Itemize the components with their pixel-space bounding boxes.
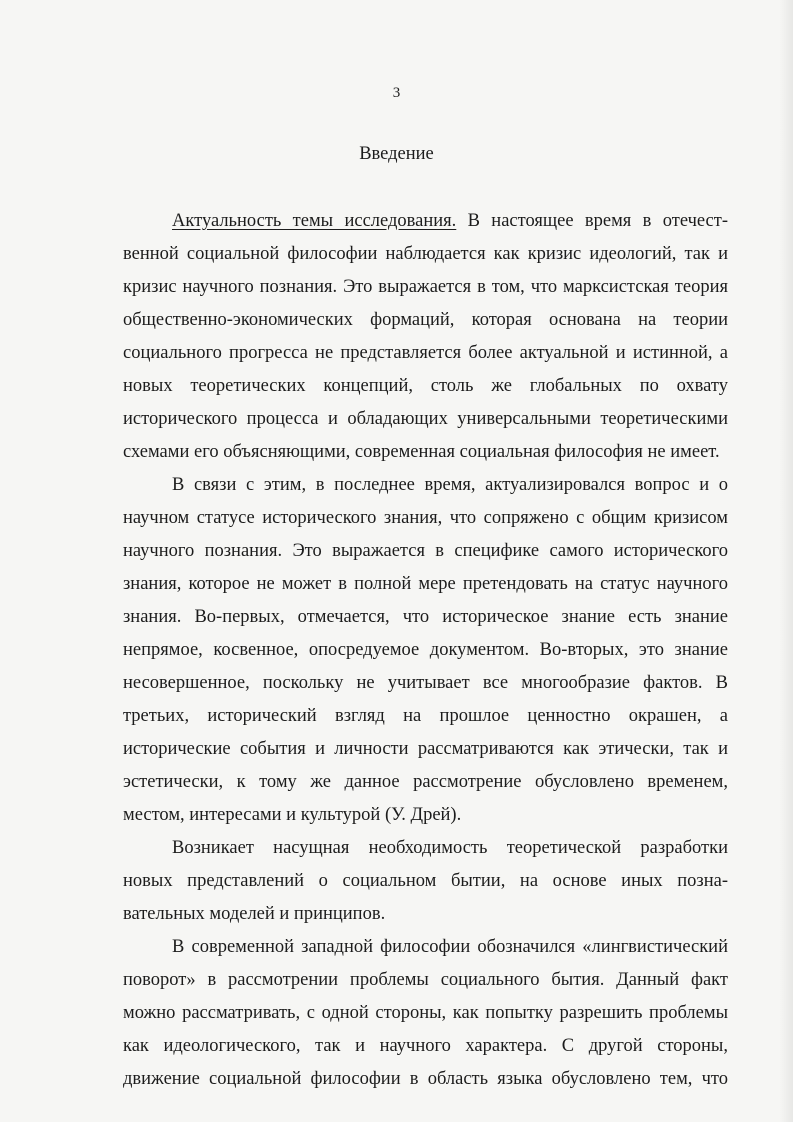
text-line: местом, интересами и культурой (У. Дрей).: [123, 805, 462, 825]
text-line: эстетически, к тому же данное рассмотрение обусловлено временем,: [123, 772, 728, 792]
page-number: 3: [392, 85, 401, 101]
text-line: социального прогресса не представляется более актуальной и истинной, а: [123, 343, 728, 363]
text-line: новых теоретических концепций, столь же глобальных по охвату: [123, 376, 728, 396]
text-line: схемами его объясняющими, современная социальная философия не имеет.: [123, 442, 720, 462]
text-line: исторические события и личности рассматриваются как этически, так и: [123, 739, 728, 759]
paragraph-1-line-1-rest: В настоящее время в отечест-: [456, 211, 728, 231]
section-heading: Введение: [359, 144, 434, 164]
paragraph-4-first-line: В современной западной философии обозначился «лингвистический: [172, 937, 728, 957]
text-line: кризис научного познания. Это выражается в том, что марксистская теория: [123, 277, 728, 297]
text-line: непрямое, косвенное, опосредуемое документом. Во-вторых, это знание: [123, 640, 728, 660]
text-line: третьих, исторический взгляд на прошлое ценностно окрашен, а: [123, 706, 728, 726]
paragraph-3-first-line: Возникает насущная необходимость теоретической разработки: [172, 838, 728, 858]
text-line: исторического процесса и обладающих универсальными теоретическими: [123, 409, 728, 429]
text-line: знания. Во-первых, отмечается, что историческое знание есть знание: [123, 607, 728, 627]
text-line: вательных моделей и принципов.: [123, 904, 386, 924]
text-line: как идеологического, так и научного характера. С другой стороны,: [123, 1036, 728, 1056]
paragraph-1-line-1: [123, 205, 728, 238]
paragraph-2-first-line: В связи с этим, в последнее время, актуализировался вопрос и о: [172, 475, 728, 495]
text-line: научном статусе исторического знания, что сопряжено с общим кризисом: [123, 508, 728, 528]
text-line: общественно-экономических формаций, которая основана на теории: [123, 310, 728, 330]
text-line: венной социальной философии наблюдается как кризис идеологий, так и: [123, 244, 728, 264]
text-line: движение социальной философии в область языка обусловлено тем, что: [123, 1069, 728, 1089]
document-body: [123, 205, 728, 1096]
text-line: поворот» в рассмотрении проблемы социального бытия. Данный факт: [123, 970, 728, 990]
text-line: несовершенное, поскольку не учитывает все многообразие фактов. В: [123, 673, 728, 693]
text-line: знания, которое не может в полной мере претендовать на статус научного: [123, 574, 728, 594]
relevance-lead-underlined: Актуальность темы исследования.: [172, 211, 457, 231]
text-line: научного познания. Это выражается в специфике самого исторического: [123, 541, 728, 561]
text-line: новых представлений о социальном бытии, на основе иных позна-: [123, 871, 728, 891]
scan-edge-shadow: [779, 0, 793, 1122]
text-line: можно рассматривать, с одной стороны, как попытку разрешить проблемы: [123, 1003, 728, 1023]
